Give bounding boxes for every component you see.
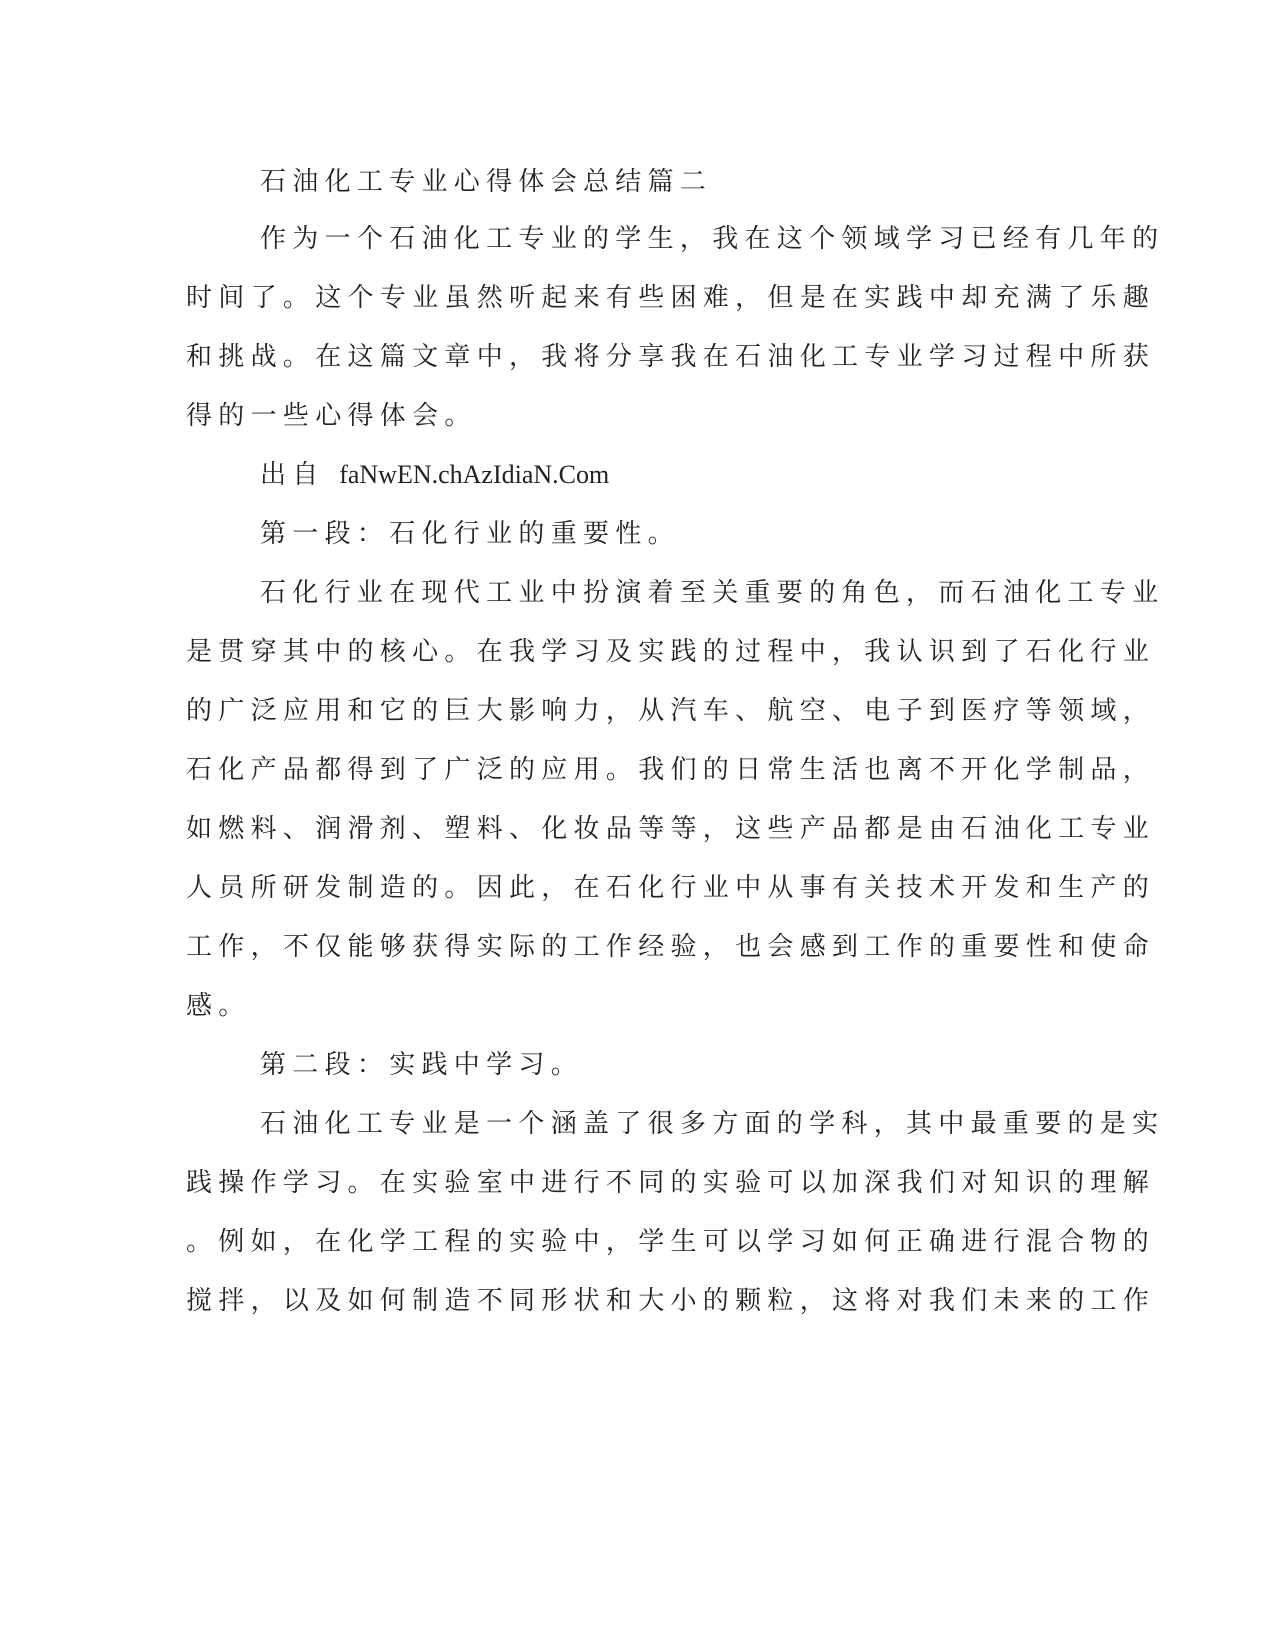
intro-line: 时间了。这个专业虽然听起来有些困难，但是在实践中却充满了乐趣	[186, 283, 1156, 313]
intro-line: 作为一个石油化工专业的学生，我在这个领域学习已经有几年的	[260, 224, 1165, 254]
section1-line: 如燃料、润滑剂、塑料、化妆品等等，这些产品都是由石油化工专业	[186, 814, 1156, 844]
section2-line: 搅拌，以及如何制造不同形状和大小的颗粒，这将对我们未来的工作	[186, 1286, 1156, 1316]
section1-line: 的广泛应用和它的巨大影响力，从汽车、航空、电子到医疗等领域，	[186, 696, 1156, 726]
section1-line: 石化产品都得到了广泛的应用。我们的日常生活也离不开化学制品，	[186, 755, 1156, 785]
intro-line: 得的一些心得体会。	[186, 401, 477, 431]
section1-line: 感。	[186, 991, 251, 1021]
intro-line: 和挑战。在这篇文章中，我将分享我在石油化工专业学习过程中所获	[186, 342, 1156, 372]
document-heading: 石油化工专业心得体会总结篇二	[260, 167, 713, 197]
section2-line: 践操作学习。在实验室中进行不同的实验可以加深我们对知识的理解	[186, 1168, 1156, 1198]
section1-line: 工作，不仅能够获得实际的工作经验，也会感到工作的重要性和使命	[186, 932, 1156, 962]
section-title: 第一段：石化行业的重要性。	[260, 519, 680, 549]
section1-line: 石化行业在现代工业中扮演着至关重要的角色，而石油化工专业	[260, 578, 1165, 608]
section1-line: 人员所研发制造的。因此，在石化行业中从事有关技术开发和生产的	[186, 873, 1156, 903]
section2-line: 。例如，在化学工程的实验中，学生可以学习如何正确进行混合物的	[186, 1227, 1156, 1257]
section2-line: 石油化工专业是一个涵盖了很多方面的学科，其中最重要的是实	[260, 1109, 1165, 1139]
section1-line: 是贯穿其中的核心。在我学习及实践的过程中，我认识到了石化行业	[186, 637, 1156, 667]
source-prefix: 出自	[260, 460, 325, 490]
source-site: faNwEN.chAzIdiaN.Com	[339, 460, 610, 489]
source-line	[260, 455, 1160, 495]
section-title: 第二段：实践中学习。	[260, 1050, 584, 1080]
